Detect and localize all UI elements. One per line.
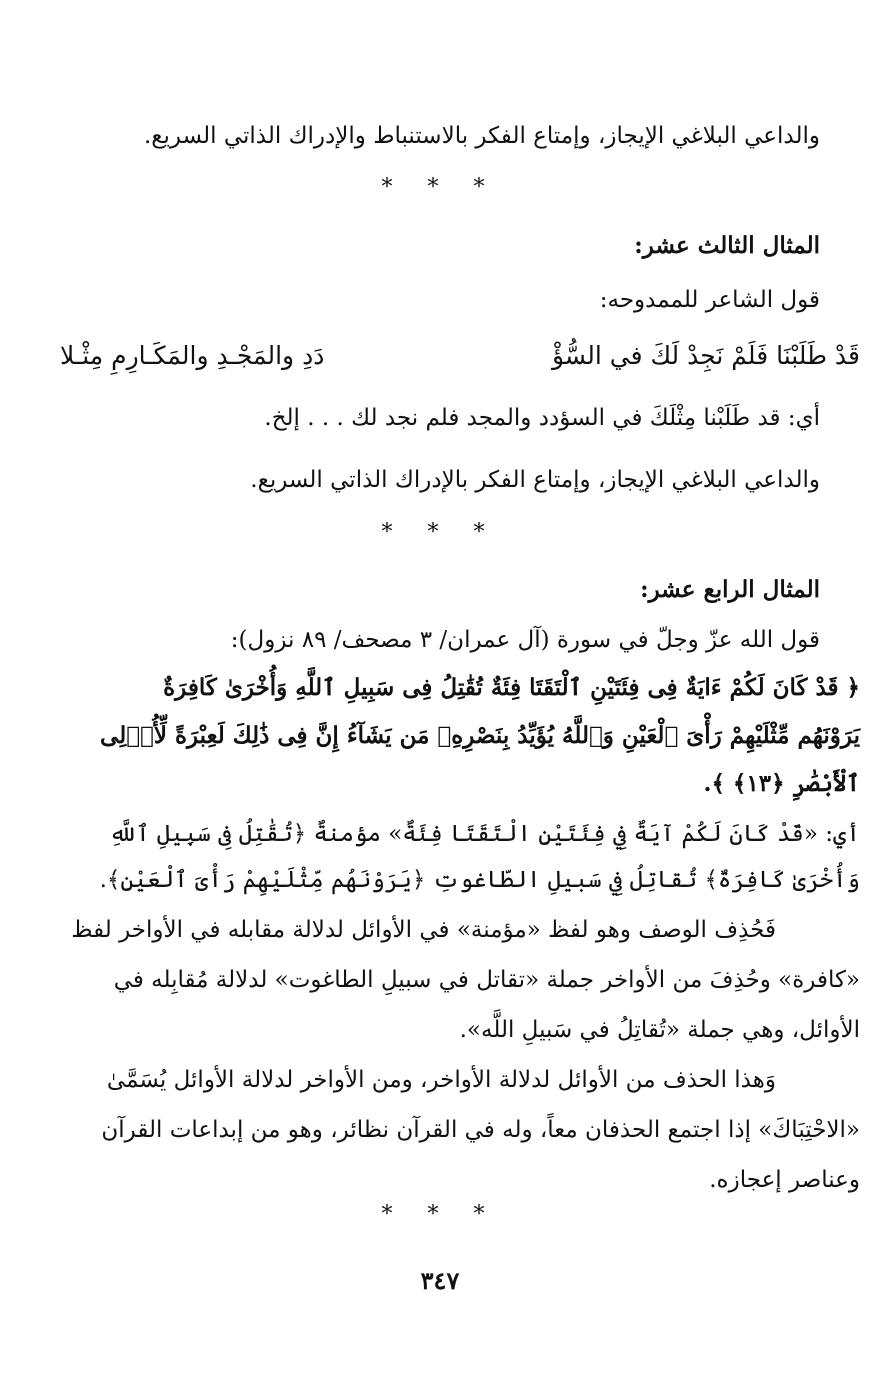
paragraph-line: الأوائل، وهي جملة «تُقاتِلُ في سَبيلِ اللَّه».	[459, 1017, 860, 1043]
quran-verse-line: يَرَوْنَهُم مِّثْلَيْهِمْ رَأْىَ ٱلْعَيْنِ وَٱللَّهُ يُؤَيِّدُ بِنَصْرِهِۦ مَن يَشَآءُ إِنَّ فِى ذَٰلِكَ لَعِبْرَةً لِّأُو۟لِى	[100, 722, 860, 749]
paragraph-line: والداعي البلاغي الإيجاز، وإمتاع الفكر بالاستنباط والإدراك الذاتي السريع.	[143, 123, 820, 149]
example-14-heading: المثال الرابع عشر:	[640, 576, 820, 603]
paragraph-line: قول الله عزّ وجلّ في سورة (آل عمران/ ٣ مصحف/ ٨٩ نزول):	[230, 627, 820, 653]
page-number: ٣٤٧	[420, 1266, 460, 1295]
paragraph-line: والداعي البلاغي الإيجاز، وإمتاع الفكر بالإدراك الذاتي السريع.	[250, 467, 820, 493]
poetry-verse	[60, 338, 860, 378]
paragraph-line: قول الشاعر للممدوحه:	[599, 287, 820, 313]
paragraph-line: فَحُذِف الوصف وهو لفظ «مؤمنة» في الأوائل لدلالة مقابله في الأواخر لفظ	[71, 917, 776, 943]
verse-second-hemistich: دَدِ والمَجْـدِ والمَكَـارِمِ مِثْـلا	[60, 341, 325, 370]
section-separator: * * *	[381, 520, 499, 545]
example-13-heading: المثال الثالث عشر:	[634, 232, 820, 259]
paragraph-line: أي: «قَدْ كَانَ لَكُمْ آيَةٌ فِي فِئَتَيْنِ الْتَقَتَا فِئَةٌ» مؤمنةٌ ﴿تُقَٰتِلُ فِى سَبِيلِ ٱللَّهِ	[109, 821, 860, 847]
paragraph-line: وَهذا الحذف من الأوائل لدلالة الأواخر، ومن الأواخر لدلالة الأوائل يُسَمَّىٰ	[106, 1067, 776, 1093]
verse-first-hemistich: قَدْ طَلَبْنَا فَلَمْ نَجِدْ لَكَ في السُّؤْ	[552, 341, 860, 370]
paragraph-line: «كافرة» وحُذِفَ من الأواخر جملة «تقاتل في سبيلِ الطاغوت» لدلالة مُقابِله في	[113, 967, 860, 993]
section-separator: * * *	[381, 175, 499, 200]
section-separator: * * *	[381, 1202, 499, 1227]
quran-verse-line: ﴿ قَدْ كَانَ لَكُمْ ءَايَةٌ فِى فِئَتَيْنِ ٱلْتَقَتَا فِئَةٌ تُقَٰتِلُ فِى سَبِيلِ ٱللَّهِ وَأُخْرَىٰ كَافِرَةٌ	[163, 674, 860, 701]
paragraph-line: أي: قد طَلَبْنا مِثْلَكَ في السؤدد والمجد فلم نجد لك . . . إلخ.	[264, 405, 820, 431]
quran-verse-line: ٱلْأَبْصَٰرِ ﴿١٣﴾ ﴾.	[703, 770, 860, 797]
paragraph-line: وعناصر إعجازه.	[709, 1167, 860, 1193]
paragraph-line: وَأُخْرَىٰ كَافِرَةٌ﴾ تُقاتِلُ فِي سَبيلِ الطّاغوتِ ﴿يَرَوْنَهُم مِّثْلَيْهِمْ رَأْىَ ٱلْعَيْنِ﴾.	[99, 867, 860, 893]
paragraph-line: «الاحْتِبَاكَ» إذا اجتمع الحذفان معاً، وله في القرآن نظائر، وهو من إبداعات القرآن	[101, 1117, 860, 1143]
